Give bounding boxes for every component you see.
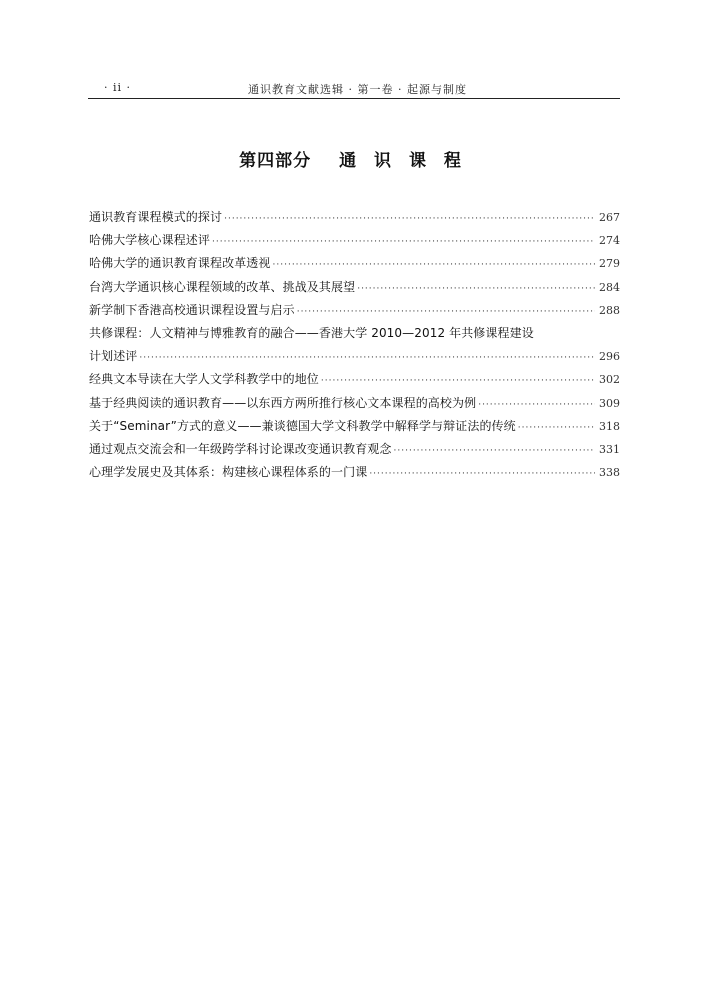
- toc-entry[interactable]: [89, 299, 620, 322]
- dot-leader: [212, 231, 595, 254]
- toc-entry-page: 274: [599, 234, 620, 248]
- section-title: [0, 146, 706, 171]
- dot-leader: [273, 254, 595, 277]
- toc-entry-title: 通过观点交流会和一年级跨学科讨论课改变通识教育观念: [89, 441, 392, 456]
- toc-entry-title: 心理学发展史及其体系：构建核心课程体系的一门课: [89, 465, 368, 480]
- section-name: 通 识 课 程: [339, 151, 467, 171]
- dot-leader: [357, 278, 595, 301]
- section-part: 第四部分: [239, 151, 312, 171]
- dot-leader: [369, 463, 595, 486]
- toc-entry-title: 哈佛大学核心课程述评: [89, 233, 211, 248]
- toc-entry[interactable]: [89, 438, 620, 461]
- toc-entry-page: 318: [599, 419, 620, 433]
- toc-entry-page: 279: [599, 257, 620, 271]
- toc-entry[interactable]: [89, 252, 620, 275]
- toc-entry-page: 288: [599, 303, 620, 317]
- toc-entry[interactable]: [89, 368, 620, 391]
- toc-entry-first-line[interactable]: [89, 322, 620, 345]
- toc-entry-title: 关于“Seminar”方式的意义——兼谈德国大学文科教学中解释学与辩证法的传统: [89, 418, 516, 433]
- toc-entry[interactable]: [89, 392, 620, 415]
- dot-leader: [321, 370, 595, 393]
- toc-entry-page: 296: [599, 350, 620, 364]
- dot-leader: [478, 394, 595, 417]
- toc-entry-continuation[interactable]: [89, 345, 620, 368]
- header-rule: [88, 98, 620, 99]
- table-of-contents: [89, 206, 620, 484]
- toc-entry-page: 267: [599, 211, 620, 224]
- toc-entry[interactable]: [89, 206, 620, 229]
- dot-leader: [139, 347, 595, 370]
- toc-entry-page: 338: [599, 466, 620, 480]
- toc-entry[interactable]: [89, 229, 620, 252]
- toc-entry-title: 通识教育课程模式的探讨: [89, 210, 223, 224]
- page-number-marker: · ii ·: [104, 81, 132, 94]
- toc-entry-title: 新学制下香港高校通识课程设置与启示: [89, 302, 295, 317]
- dot-leader: [518, 417, 595, 440]
- toc-entry[interactable]: [89, 461, 620, 484]
- dot-leader: [394, 440, 595, 463]
- dot-leader: [297, 301, 595, 324]
- toc-entry-title: 共修课程：人文精神与博雅教育的融合——香港大学 2010—2012 年共修课程建设: [89, 325, 534, 340]
- toc-entry-page: 302: [599, 373, 620, 387]
- toc-entry-page: 309: [599, 396, 620, 410]
- toc-entry-page: 284: [599, 280, 620, 294]
- toc-entry-title: 台湾大学通识核心课程领域的改革、挑战及其展望: [89, 279, 356, 294]
- toc-entry[interactable]: [89, 415, 620, 438]
- toc-entry-title: 经典文本导读在大学人文学科教学中的地位: [89, 372, 319, 387]
- dot-leader: [224, 208, 595, 231]
- running-title: 通识教育文献选辑 · 第一卷 · 起源与制度: [248, 83, 467, 96]
- toc-entry[interactable]: [89, 276, 620, 299]
- toc-entry-title: 基于经典阅读的通识教育——以东西方两所推行核心文本课程的高校为例: [89, 395, 477, 410]
- toc-entry-title: 哈佛大学的通识教育课程改革透视: [89, 256, 271, 271]
- running-header: [88, 78, 620, 98]
- toc-entry-page: 331: [599, 442, 620, 456]
- toc-entry-title: 计划述评: [89, 349, 138, 364]
